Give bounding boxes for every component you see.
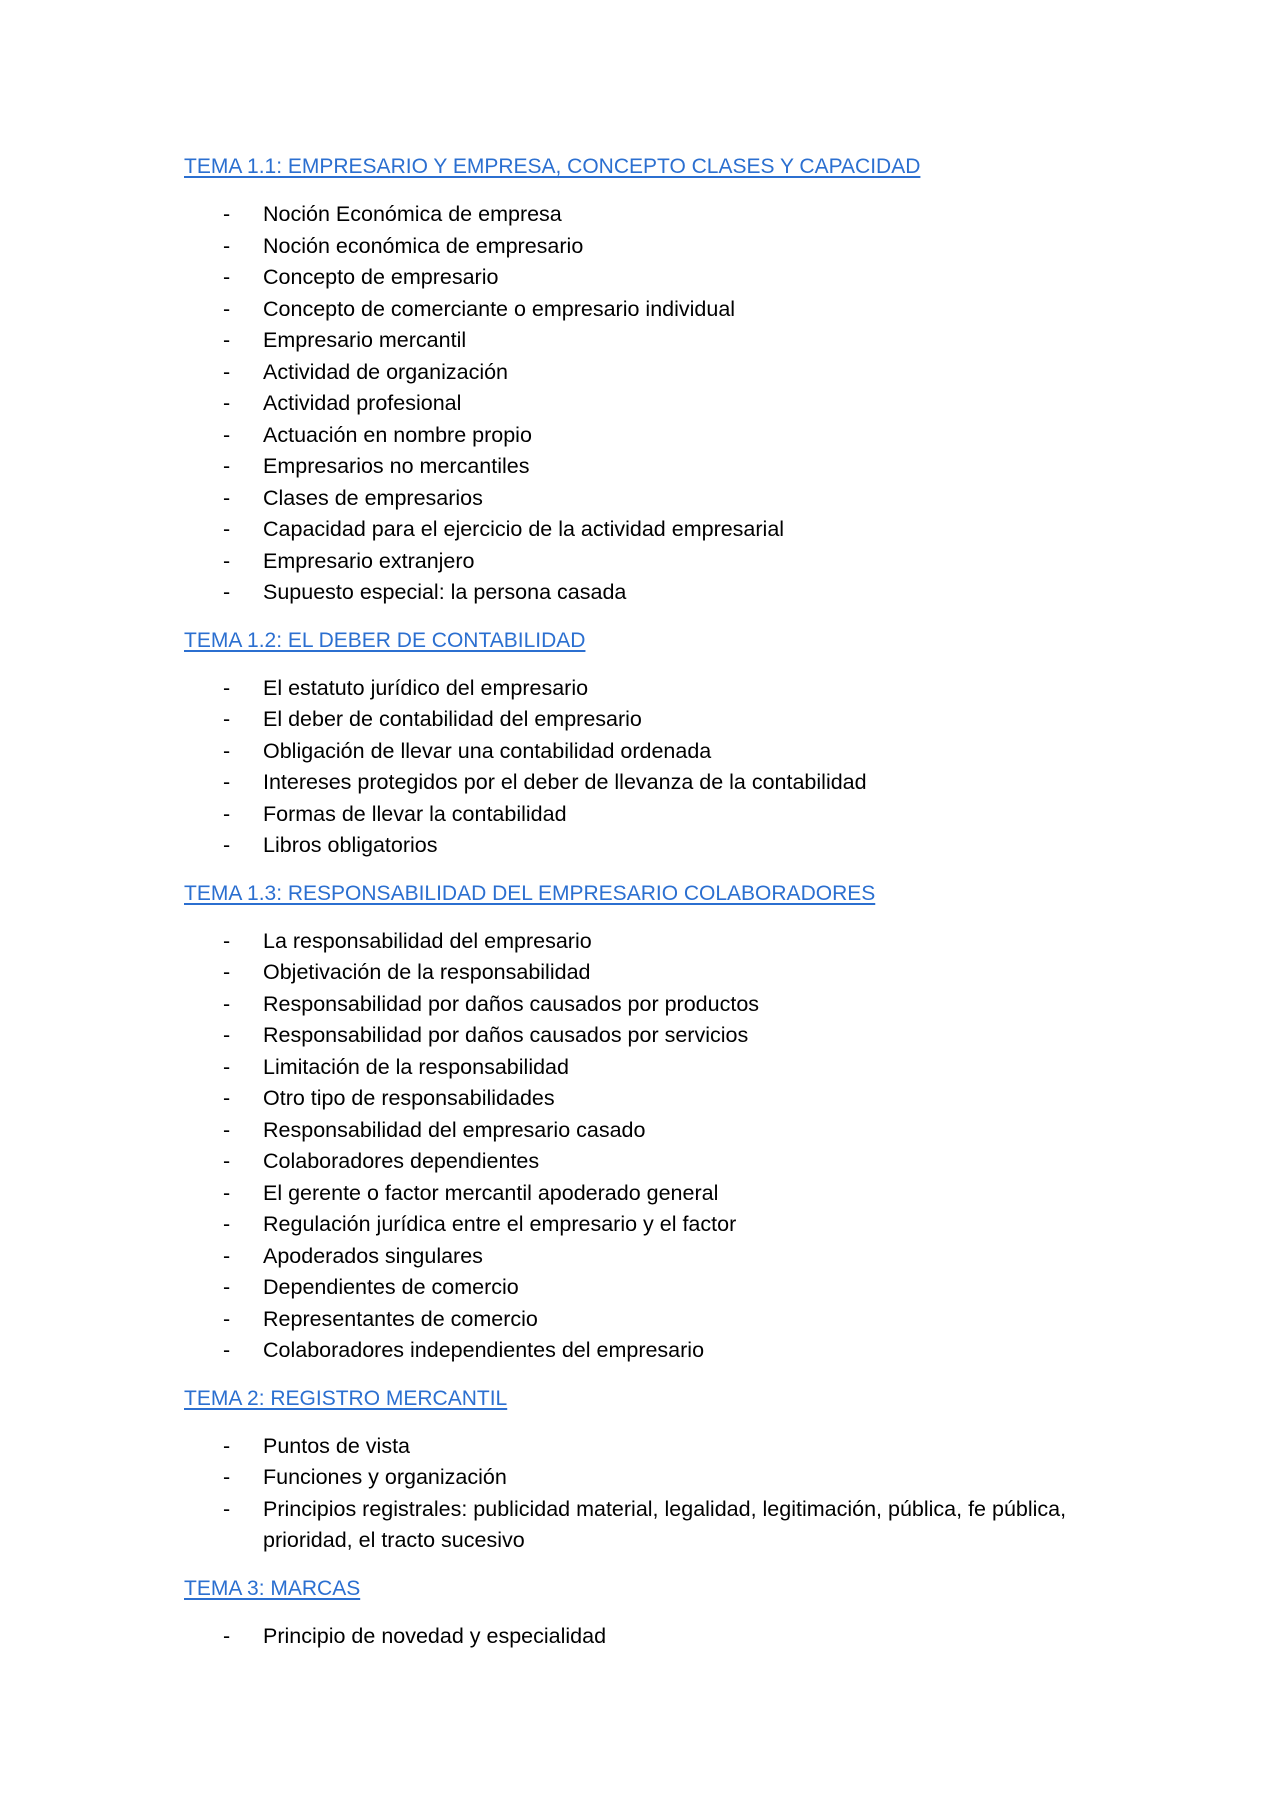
bullet-dash: - <box>223 1023 231 1047</box>
list-item-text: El estatuto jurídico del empresario <box>263 675 589 700</box>
bullet-list <box>184 673 1096 862</box>
list-item <box>184 262 1096 294</box>
list-item-text: Concepto de empresario <box>263 265 499 289</box>
list-item-text: Responsabilidad del empresario casado <box>263 1117 646 1142</box>
bullet-dash: - <box>223 1306 231 1331</box>
list-item <box>184 1083 1096 1115</box>
list-item <box>184 736 1096 768</box>
bullet-dash: - <box>223 485 231 510</box>
bullet-dash: - <box>223 801 231 826</box>
bullet-dash: - <box>223 1180 231 1205</box>
bullet-list <box>184 1621 1096 1653</box>
list-item <box>184 199 1096 231</box>
list-item <box>184 231 1096 263</box>
bullet-dash: - <box>223 991 231 1016</box>
list-item-text: Funciones y organización <box>263 1465 507 1489</box>
list-item-text: La responsabilidad del empresario <box>263 928 592 953</box>
bullet-dash: - <box>223 580 231 604</box>
list-item <box>184 1241 1096 1273</box>
list-item <box>184 704 1096 736</box>
list-item-text: Colaboradores dependientes <box>263 1149 540 1173</box>
list-item <box>184 926 1096 958</box>
list-item <box>184 388 1096 420</box>
list-item <box>184 1494 1096 1557</box>
list-item-text: Noción económica de empresario <box>263 233 584 258</box>
bullet-list <box>184 926 1096 1367</box>
section <box>184 880 1096 1367</box>
section <box>184 1575 1096 1653</box>
list-item-text: El gerente o factor mercantil apoderado general <box>263 1180 719 1205</box>
bullet-dash: - <box>223 454 231 478</box>
bullet-dash: - <box>223 1243 231 1268</box>
list-item <box>184 1462 1096 1494</box>
list-item-text: Apoderados singulares <box>263 1243 483 1268</box>
bullet-dash: - <box>223 548 231 573</box>
bullet-dash: - <box>223 391 231 415</box>
section-title-link[interactable]: TEMA 1.2: EL DEBER DE CONTABILIDAD <box>184 628 586 652</box>
bullet-dash: - <box>223 1275 231 1299</box>
list-item-text: Clases de empresarios <box>263 485 483 510</box>
list-item <box>184 357 1096 389</box>
bullet-dash: - <box>223 1149 231 1173</box>
list-item-text: Responsabilidad por daños causados por servicios <box>263 1023 749 1047</box>
list-item-text: Representantes de comercio <box>263 1306 538 1331</box>
section-title-link[interactable]: TEMA 1.1: EMPRESARIO Y EMPRESA, CONCEPTO CLASES Y CAPACIDAD <box>184 155 921 178</box>
list-item <box>184 957 1096 989</box>
bullet-dash: - <box>223 1117 231 1142</box>
list-item-text: Actuación en nombre propio <box>263 422 532 447</box>
list-item <box>184 1178 1096 1210</box>
section <box>184 1385 1096 1557</box>
bullet-dash: - <box>223 296 231 321</box>
section <box>184 153 1096 609</box>
section <box>184 627 1096 862</box>
bullet-dash: - <box>223 517 231 541</box>
list-item-text: Objetivación de la responsabilidad <box>263 960 591 984</box>
list-item-text: El deber de contabilidad del empresario <box>263 707 642 731</box>
list-item <box>184 799 1096 831</box>
bullet-dash: - <box>223 1496 231 1521</box>
bullet-dash: - <box>223 1054 231 1079</box>
list-item-text: Colaboradores independientes del empresario <box>263 1338 705 1362</box>
list-item-text: Empresarios no mercantiles <box>263 454 530 478</box>
bullet-list <box>184 199 1096 609</box>
list-item-text: Otro tipo de responsabilidades <box>263 1086 555 1110</box>
bullet-dash: - <box>223 233 231 258</box>
bullet-dash: - <box>223 833 231 857</box>
list-item <box>184 546 1096 578</box>
list-item-text: Limitación de la responsabilidad <box>263 1054 569 1079</box>
list-item-text: Puntos de vista <box>263 1433 411 1458</box>
bullet-dash: - <box>223 928 231 953</box>
list-item <box>184 1146 1096 1178</box>
list-item <box>184 1209 1096 1241</box>
list-item-text: Supuesto especial: la persona casada <box>263 580 627 604</box>
bullet-dash: - <box>223 328 231 352</box>
list-item-text: Principio de novedad y especialidad <box>263 1623 607 1648</box>
list-item-text: Capacidad para el ejercicio de la actividad empresarial <box>263 517 785 541</box>
list-item <box>184 1621 1096 1653</box>
list-item <box>184 294 1096 326</box>
bullet-dash: - <box>223 422 231 447</box>
list-item <box>184 483 1096 515</box>
list-item-text: Obligación de llevar una contabilidad ordenada <box>263 738 712 763</box>
bullet-dash: - <box>223 675 231 700</box>
list-item-text: Actividad de organización <box>263 359 509 384</box>
list-item-text: Empresario extranjero <box>263 548 475 573</box>
bullet-dash: - <box>223 1623 231 1648</box>
bullet-dash: - <box>223 1433 231 1458</box>
list-item <box>184 577 1096 609</box>
bullet-dash: - <box>223 707 231 731</box>
bullet-dash: - <box>223 1086 231 1110</box>
list-item-text: Principios registrales: publicidad material, legalidad, legitimación, pública, fe pública, prioridad, el tracto sucesivo <box>263 1496 1067 1552</box>
list-item-text: Regulación jurídica entre el empresario y el factor <box>263 1212 737 1236</box>
list-item-text: Actividad profesional <box>263 391 462 415</box>
list-item <box>184 325 1096 357</box>
list-item-text: Noción Económica de empresa <box>263 202 562 226</box>
list-item <box>184 830 1096 862</box>
list-item <box>184 1020 1096 1052</box>
list-item <box>184 1052 1096 1084</box>
list-item-text: Formas de llevar la contabilidad <box>263 801 567 826</box>
bullet-dash: - <box>223 770 231 794</box>
bullet-dash: - <box>223 738 231 763</box>
section-title-link[interactable]: TEMA 3: MARCAS <box>184 1576 361 1600</box>
bullet-dash: - <box>223 1338 231 1362</box>
section-title-link[interactable]: TEMA 1.3: RESPONSABILIDAD DEL EMPRESARIO COLABORADORES <box>184 881 876 905</box>
list-item <box>184 514 1096 546</box>
list-item <box>184 673 1096 705</box>
list-item-text: Responsabilidad por daños causados por productos <box>263 991 760 1016</box>
bullet-dash: - <box>223 359 231 384</box>
list-item <box>184 1335 1096 1367</box>
list-item-text: Dependientes de comercio <box>263 1275 519 1299</box>
list-item <box>184 1115 1096 1147</box>
bullet-dash: - <box>223 960 231 984</box>
list-item <box>184 420 1096 452</box>
section-title-link[interactable]: TEMA 2: REGISTRO MERCANTIL <box>184 1386 508 1410</box>
list-item <box>184 989 1096 1021</box>
list-item-text: Intereses protegidos por el deber de llevanza de la contabilidad <box>263 770 867 794</box>
list-item-text: Empresario mercantil <box>263 328 467 352</box>
bullet-dash: - <box>223 1465 231 1489</box>
bullet-dash: - <box>223 202 231 226</box>
list-item <box>184 767 1096 799</box>
list-item-text: Libros obligatorios <box>263 833 438 857</box>
bullet-dash: - <box>223 1212 231 1236</box>
list-item <box>184 1304 1096 1336</box>
list-item <box>184 1272 1096 1304</box>
list-item-text: Concepto de comerciante o empresario individual <box>263 296 736 321</box>
bullet-list <box>184 1431 1096 1557</box>
bullet-dash: - <box>223 265 231 289</box>
list-item <box>184 451 1096 483</box>
list-item <box>184 1431 1096 1463</box>
